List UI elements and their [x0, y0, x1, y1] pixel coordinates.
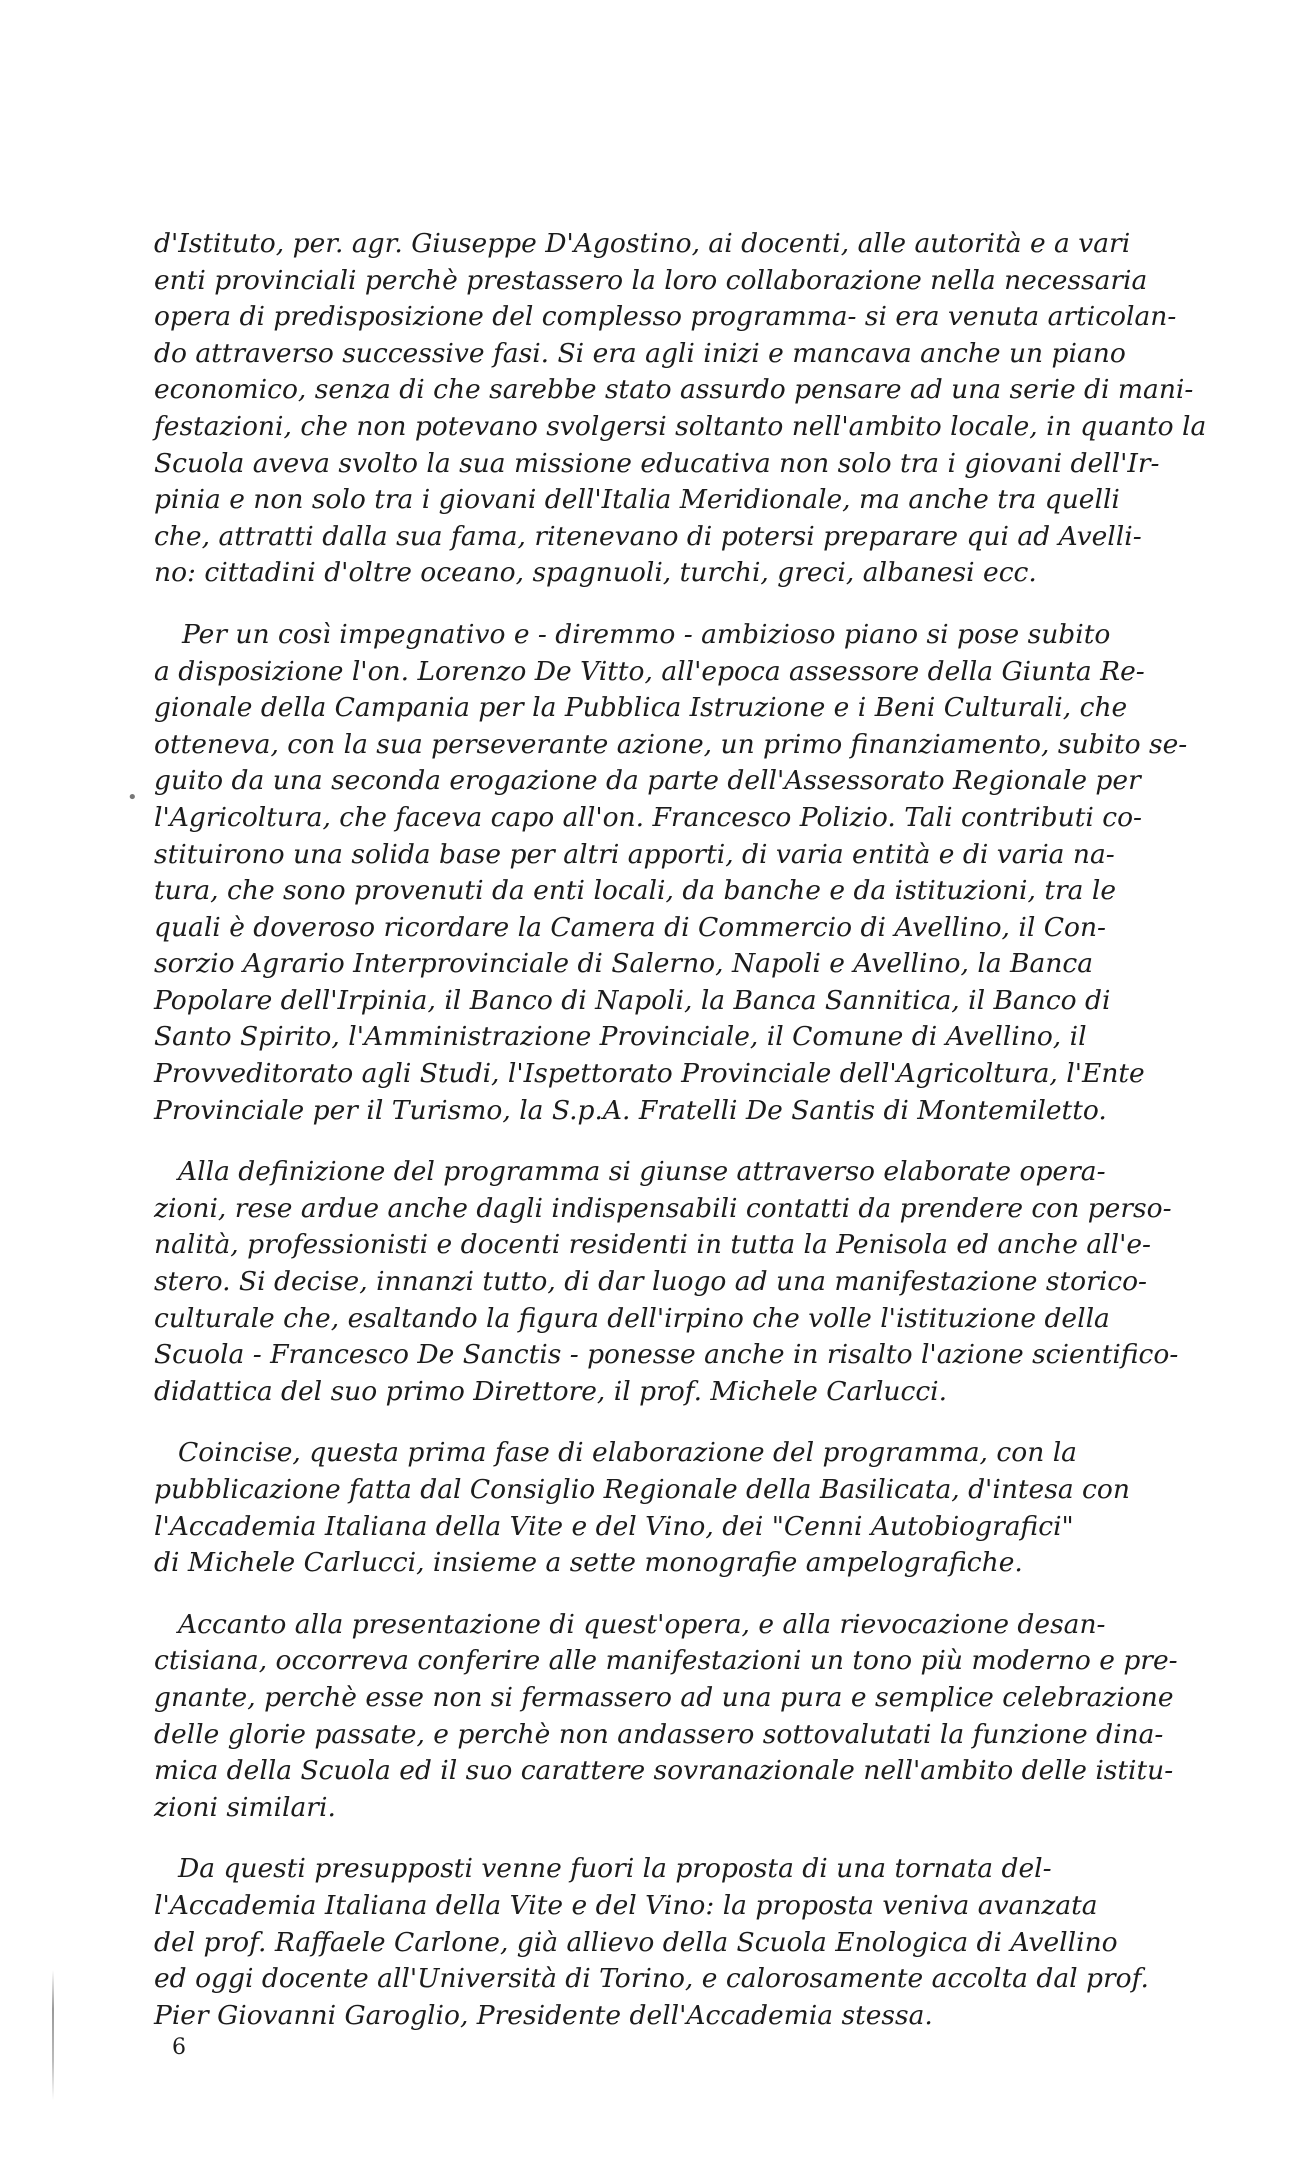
text-line: pubblicazione fatta dal Consiglio Regionale della Basilicata, d'intesa con	[154, 1474, 1130, 1505]
text-line: a disposizione l'on. Lorenzo De Vitto, all'epoca assessore della Giunta Re-	[154, 655, 1145, 687]
text-line: gionale della Campania per la Pubblica Istruzione e i Beni Culturali, che	[154, 692, 1128, 724]
text-line: do attraverso successive fasi. Si era agli inizi e mancava anche un piano	[154, 337, 1126, 369]
paragraph	[154, 617, 1188, 1129]
page-body-text	[154, 226, 1207, 2059]
paragraph	[154, 1435, 1130, 1581]
paragraph	[154, 226, 1207, 592]
paragraph	[154, 1851, 1149, 2034]
text-line: stituirono una solida base per altri apporti, di varia entità e di varia na-	[154, 838, 1115, 870]
text-line: festazioni, che non potevano svolgersi soltanto nell'ambito locale, in quanto la	[154, 410, 1207, 442]
text-line: Scuola aveva svolto la sua missione educativa non solo tra i giovani dell'Ir-	[154, 447, 1160, 479]
text-line: del prof. Raffaele Carlone, già allievo della Scuola Enologica di Avellino	[154, 1926, 1118, 1958]
text-line: quali è doveroso ricordare la Camera di Commercio di Avellino, il Con-	[154, 911, 1106, 943]
text-line: l'Accademia Italiana della Vite e del Vino: la proposta veniva avanzata	[154, 1889, 1098, 1921]
text-line: di Michele Carlucci, insieme a sette monografie ampelografiche.	[154, 1547, 1023, 1579]
text-line: ctisiana, occorreva conferire alle manifestazioni un tono più moderno e pre-	[154, 1645, 1178, 1677]
text-line: enti provinciali perchè prestassero la loro collaborazione nella necessaria	[154, 264, 1148, 296]
text-line: l'Accademia Italiana della Vite e del Vino, dei "Cenni Autobiografici"	[154, 1510, 1074, 1542]
text-line: ed oggi docente all'Università di Torino, e calorosamente accolta dal prof.	[154, 1963, 1149, 1995]
text-line: economico, senza di che sarebbe stato assurdo pensare ad una serie di mani-	[154, 374, 1194, 406]
text-line: didattica del suo primo Direttore, il prof. Michele Carlucci.	[154, 1375, 948, 1407]
text-line: zioni similari.	[154, 1791, 336, 1823]
text-line: nalità, professionisti e docenti residenti in tutta la Penisola ed anche all'e-	[154, 1229, 1151, 1261]
text-line: guito da una seconda erogazione da parte dell'Assessorato Regionale per	[154, 765, 1141, 797]
text-line: Per un così impegnativo e - diremmo - ambizioso piano si pose subito	[182, 618, 1111, 650]
text-line: zioni, rese ardue anche dagli indispensabili contatti da prendere con perso-	[154, 1192, 1172, 1224]
paragraph	[154, 1154, 1179, 1410]
text-line: Scuola - Francesco De Sanctis - ponesse anche in risalto l'azione scientifico-	[154, 1339, 1179, 1371]
text-line: tura, che sono provenuti da enti locali, da banche e da istituzioni, tra le	[154, 875, 1117, 907]
text-line: gnante, perchè esse non si fermassero ad una pura e semplice celebrazione	[154, 1681, 1174, 1713]
text-line: Pier Giovanni Garoglio, Presidente dell'Accademia stessa.	[154, 1999, 933, 2031]
text-line: l'Agricoltura, che faceva capo all'on. Francesco Polizio. Tali contributi co-	[154, 801, 1143, 833]
text-line: stero. Si decise, innanzi tutto, di dar luogo ad una manifestazione storico-	[154, 1266, 1147, 1298]
paragraph	[154, 1607, 1178, 1827]
text-line: opera di predisposizione del complesso programma- si era venuta articolan-	[154, 301, 1177, 333]
text-line: che, attratti dalla sua fama, ritenevano di potersi preparare qui ad Avelli-	[154, 520, 1142, 552]
margin-mark: •	[127, 787, 138, 808]
scan-edge-mark	[52, 1970, 54, 2100]
text-line: Provveditorato agli Studi, l'Ispettorato Provinciale dell'Agricoltura, l'Ente	[154, 1058, 1145, 1090]
text-line: Popolare dell'Irpinia, il Banco di Napoli, la Banca Sannitica, il Banco di	[154, 984, 1111, 1016]
text-line: no: cittadini d'oltre oceano, spagnuoli, turchi, greci, albanesi ecc.	[154, 557, 1037, 589]
text-line: Santo Spirito, l'Amministrazione Provinciale, il Comune di Avellino, il	[154, 1021, 1087, 1053]
page-number: 6	[172, 2035, 186, 2060]
text-line: pinia e non solo tra i giovani dell'Italia Meridionale, ma anche tra quelli	[154, 484, 1120, 516]
text-line: Da questi presupposti venne fuori la proposta di una tornata del-	[178, 1853, 1052, 1885]
text-line: otteneva, con la sua perseverante azione, un primo finanziamento, subito se-	[154, 728, 1188, 760]
text-line: d'Istituto, per. agr. Giuseppe D'Agostino, ai docenti, alle autorità e a vari	[154, 228, 1131, 259]
text-line: sorzio Agrario Interprovinciale di Salerno, Napoli e Avellino, la Banca	[154, 948, 1094, 980]
text-line: culturale che, esaltando la figura dell'irpino che volle l'istituzione della	[154, 1302, 1110, 1334]
text-line: Alla definizione del programma si giunse attraverso elaborate opera-	[178, 1156, 1106, 1188]
text-line: delle glorie passate, e perchè non andassero sottovalutati la funzione dina-	[154, 1718, 1164, 1750]
text-line: Coincise, questa prima fase di elaborazione del programma, con la	[178, 1437, 1077, 1469]
text-line: mica della Scuola ed il suo carattere sovranazionale nell'ambito delle istitu-	[154, 1755, 1174, 1787]
text-line: Accanto alla presentazione di quest'opera, e alla rievocazione desan-	[178, 1608, 1106, 1640]
text-line: Provinciale per il Turismo, la S.p.A. Fratelli De Santis di Montemiletto.	[154, 1094, 1107, 1126]
